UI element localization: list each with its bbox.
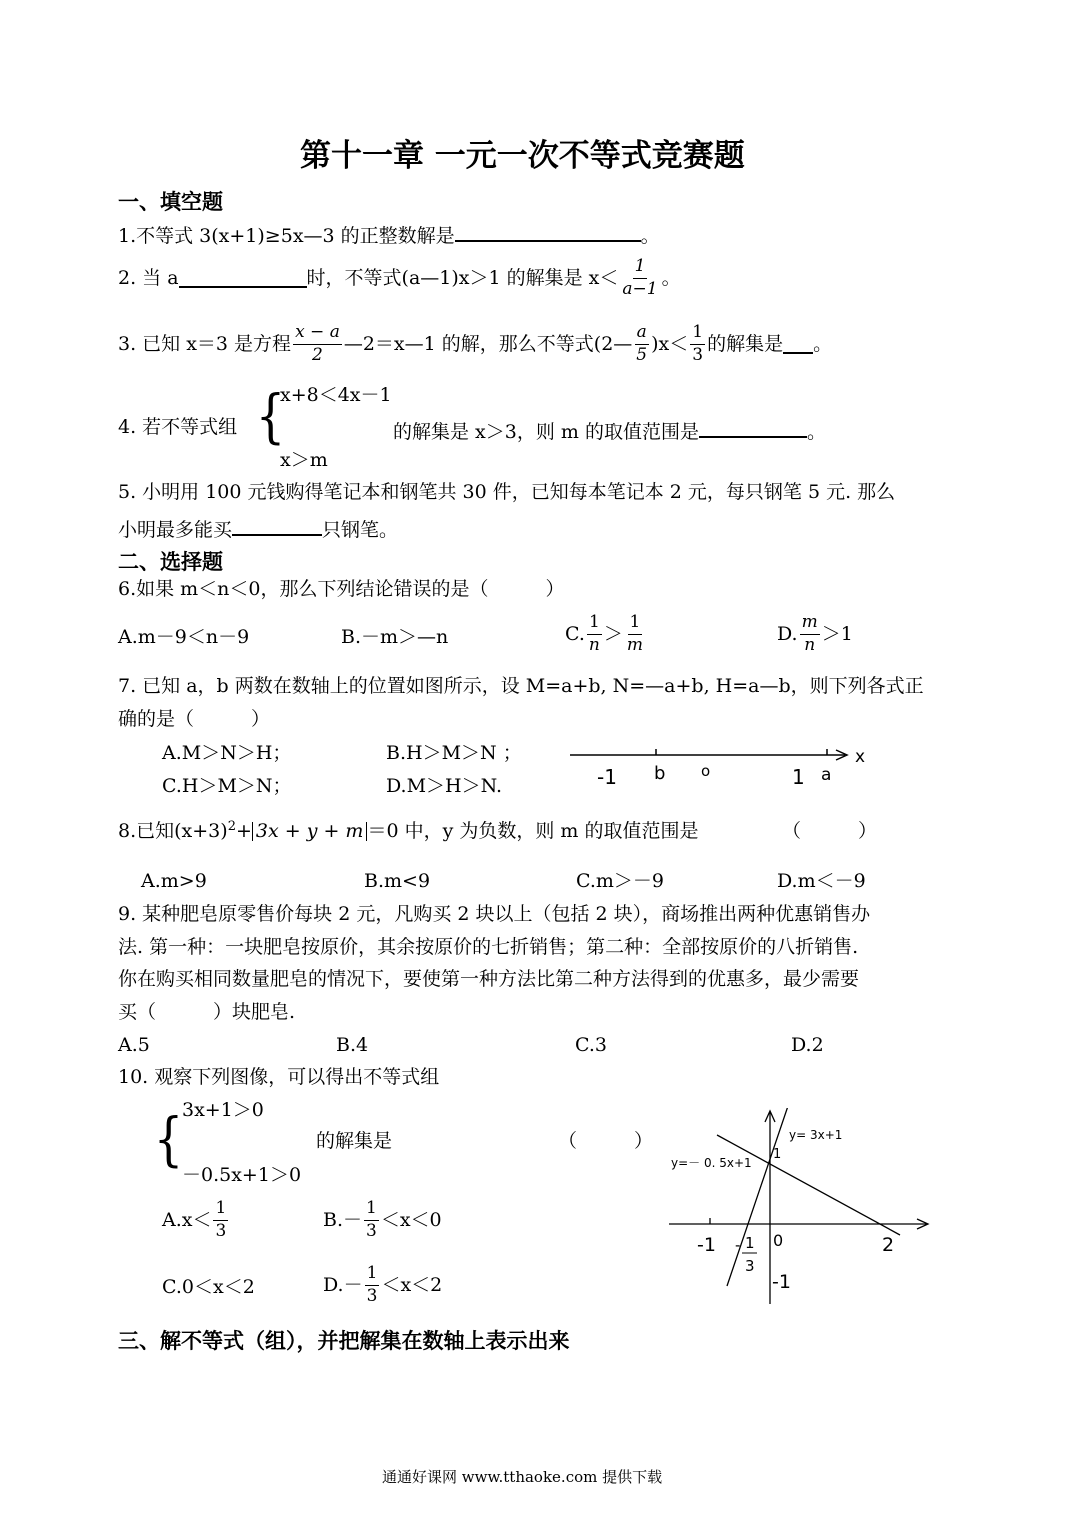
answer-blank-4[interactable] xyxy=(699,418,807,438)
q10-answer-paren[interactable]: （ ） xyxy=(558,1130,654,1152)
fraction-1-over-a-minus-1: $\frac{1}{a-1}$ xyxy=(622,256,658,299)
line-y-3x-plus-1 xyxy=(727,1108,788,1286)
label-line-neg-half-x: y=－ 0. 5x+1 xyxy=(671,1156,752,1170)
q8-answer-paren[interactable]: （ ） xyxy=(782,820,878,842)
fraction-a-over-5: $\frac{a}{5}$ xyxy=(636,322,648,365)
answer-blank-5[interactable] xyxy=(232,516,322,536)
question-5-line1: 5. 小明用 100 元钱购得笔记本和钢笔共 30 件，已知每本笔记本 2 元，每只钢笔 5 元. 那么 xyxy=(118,481,896,503)
q7-option-d[interactable]: D.M＞H＞N. xyxy=(386,775,503,797)
label-minus-sign: - xyxy=(735,1236,741,1254)
line-y-neg-half-x-plus-1 xyxy=(717,1135,900,1235)
label-origin-zero: 0 xyxy=(773,1231,784,1250)
question-4-rest: 的解集是 x＞3，则 m 的取值范围是 。 xyxy=(393,418,826,442)
label-y-intercept-1: 1 xyxy=(773,1147,782,1162)
q10-option-d[interactable]: D.－ $\frac{1}{3}$ ＜x＜2 xyxy=(323,1263,443,1306)
q7-option-b[interactable]: B.H＞M＞N ； xyxy=(386,742,522,764)
q10-option-a[interactable]: A.x＜ $\frac{1}{3}$ xyxy=(162,1198,227,1241)
question-6-stem: 6.如果 m＜n＜0，那么下列结论错误的是（ ） xyxy=(118,578,565,600)
fraction-x-minus-a-over-2: $\frac{x - a}{2}$ xyxy=(295,322,340,365)
q9-option-d[interactable]: D.2 xyxy=(791,1034,824,1056)
question-9-line4: 买（ ）块肥皂. xyxy=(118,1001,296,1023)
label-x-minus-1: -1 xyxy=(697,1234,716,1256)
question-8: 8.已知(x+3) $^2$ + 3x + y + m ＝0 中，y 为负数，则 m 的取值范围是 xyxy=(118,819,699,842)
system-q4-line1: x+8＜4x－1 xyxy=(280,384,392,406)
question-9-line1: 9. 某种肥皂原零售价每块 2 元，凡购买 2 块以上（包括 2 块），商场推出两种优惠销售办 xyxy=(118,903,871,925)
q7-axis-b: b xyxy=(654,763,666,784)
answer-blank-3[interactable] xyxy=(783,334,813,354)
question-9-line2: 法. 第一种：一块肥皂按原价，其余按原价的七折销售；第二种：全部按原价的八折销售. xyxy=(118,936,859,958)
q8-option-a[interactable]: A.m>9 xyxy=(141,870,207,892)
q10-option-c[interactable]: C.0＜x＜2 xyxy=(162,1276,255,1298)
question-5-line2: 小明最多能买 只钢笔。 xyxy=(118,516,398,540)
answer-blank-2[interactable] xyxy=(179,268,307,288)
label-line-3x-plus-1: y= 3x+1 xyxy=(789,1128,843,1142)
q9-option-c[interactable]: C.3 xyxy=(575,1034,607,1056)
label-frac-den: 3 xyxy=(745,1257,755,1275)
q7-option-a[interactable]: A.M＞N＞H； xyxy=(162,742,292,764)
q7-number-line xyxy=(560,740,880,796)
q7-axis-x-label: x xyxy=(855,747,866,767)
q7-axis-one: 1 xyxy=(792,765,805,789)
question-10-mid: 的解集是 xyxy=(316,1130,393,1152)
q7-option-c[interactable]: C.H＞M＞N； xyxy=(162,775,292,797)
q6-option-b[interactable]: B.－m＞—n xyxy=(341,626,449,648)
system-brace-q10: { xyxy=(153,1105,184,1173)
system-q10-line1: 3x+1＞0 xyxy=(182,1099,264,1121)
fraction-1-over-3: $\frac{1}{3}$ xyxy=(692,322,704,365)
label-y-minus-1: -1 xyxy=(772,1271,791,1293)
section-heading-solve: 三、解不等式（组），并把解集在数轴上表示出来 xyxy=(118,1329,570,1353)
page-footer: 通通好课网 www.tthaoke.com 提供下载 xyxy=(382,1468,663,1486)
q6-option-a[interactable]: A.m－9＜n－9 xyxy=(118,626,250,648)
q6-option-d[interactable]: D. $\frac{m}{n}$ ＞1 xyxy=(777,612,853,655)
q10-graph xyxy=(665,1108,935,1308)
q8-option-b[interactable]: B.m<9 xyxy=(364,870,431,892)
question-4-label: 4. 若不等式组 xyxy=(118,416,238,438)
question-10-stem: 10. 观察下列图像，可以得出不等式组 xyxy=(118,1066,440,1088)
question-3: 3. 已知 x＝3 是方程 $\frac{x - a}{2}$ —2＝x—1 的解，那么不等式(2— $\frac{a}{5}$ )x＜ $\frac{1}{3}$ 的解集是 。 xyxy=(118,322,833,365)
page-title: 第十一章 一元一次不等式竞赛题 xyxy=(300,138,745,174)
q8-option-d[interactable]: D.m＜－9 xyxy=(777,870,866,892)
answer-blank-1[interactable] xyxy=(455,222,641,242)
question-1: 1.不等式 3(x+1)≥5x—3 的正整数解是 。 xyxy=(118,222,660,246)
label-frac-num: 1 xyxy=(745,1234,755,1252)
q6-option-c[interactable]: C. $\frac{1}{n}$ ＞ $\frac{1}{m}$ xyxy=(565,612,643,655)
q7-axis-a: a xyxy=(821,765,832,785)
question-1-text: 1.不等式 3(x+1)≥5x—3 的正整数解是 xyxy=(118,225,455,247)
system-q10-line2: －0.5x+1＞0 xyxy=(182,1164,302,1186)
system-brace-q4: { xyxy=(255,382,286,450)
system-q4-line2: x＞m xyxy=(280,449,328,471)
question-7-line1: 7. 已知 a，b 两数在数轴上的位置如图所示，设 M=a+b, N=—a+b, H=a—b，则下列各式正 xyxy=(118,675,924,697)
question-9-line3: 你在购买相同数量肥皂的情况下，要使第一种方法比第二种方法得到的优惠多，最少需要 xyxy=(118,968,860,990)
q9-option-a[interactable]: A.5 xyxy=(118,1034,150,1056)
q7-axis-minus-one: -1 xyxy=(597,765,617,789)
question-7-line2: 确的是（ ） xyxy=(118,708,271,730)
absolute-value-expression: 3x + y + m xyxy=(252,822,368,841)
q9-option-b[interactable]: B.4 xyxy=(336,1034,369,1056)
q8-option-c[interactable]: C.m＞－9 xyxy=(576,870,665,892)
question-2: 2. 当 a 时，不等式(a—1)x＞1 的解集是 x＜ $\frac{1}{a-1}$ 。 xyxy=(118,256,681,299)
label-x-two: 2 xyxy=(882,1234,895,1256)
q7-axis-origin: o xyxy=(701,762,711,780)
q10-option-b[interactable]: B.－ $\frac{1}{3}$ ＜x＜0 xyxy=(323,1198,442,1241)
section-heading-choice: 二、选择题 xyxy=(118,550,223,574)
section-heading-fill: 一、填空题 xyxy=(118,190,223,214)
